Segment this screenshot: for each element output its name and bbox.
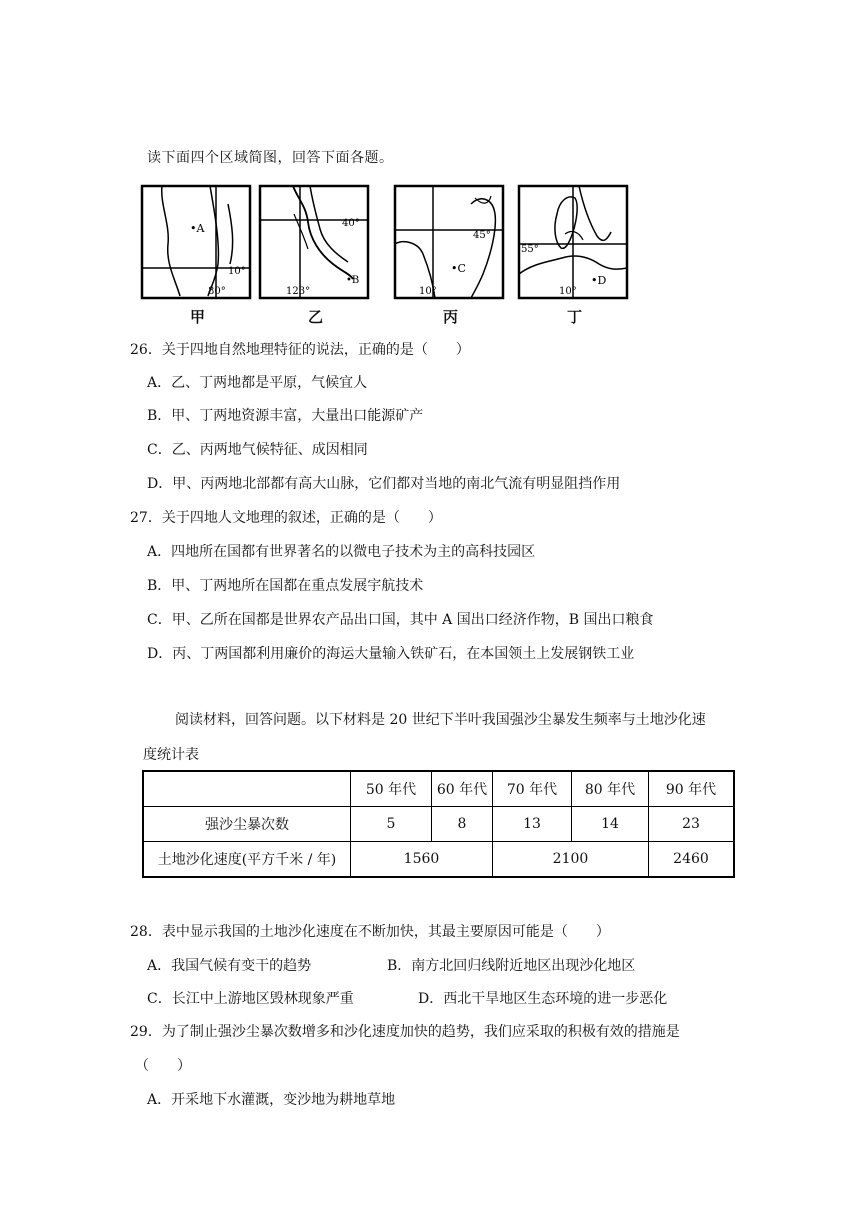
q26-option-c: C．乙、丙两地气候特征、成因相同 xyxy=(147,442,368,458)
q26-option-a: A．乙、丁两地都是平原，气候宜人 xyxy=(147,375,368,391)
table-header-row xyxy=(143,771,734,807)
table-cell: 14 xyxy=(572,807,649,842)
table-cell: 5 xyxy=(351,807,432,842)
q27-stem: 27．关于四地人文地理的叙述，正确的是（ ） xyxy=(130,510,442,526)
table-header-cell: 80 年代 xyxy=(572,771,649,807)
map-bing xyxy=(393,184,508,304)
region-maps xyxy=(140,184,640,324)
map-jia-caption: 甲 xyxy=(189,308,205,326)
table-row-label: 土地沙化速度(平方千米 / 年) xyxy=(143,842,351,878)
table-cell: 1560 xyxy=(351,842,493,878)
q28-option-c: C．长江中上游地区毁林现象严重 xyxy=(147,991,354,1007)
map-jia xyxy=(140,184,255,304)
map-jia-label-a: •A xyxy=(190,222,205,235)
map-bing-label-c: •C xyxy=(451,262,466,275)
material-line2: 度统计表 xyxy=(143,747,199,763)
q27-option-a: A．四地所在国都有世界著名的以微电子技术为主的高科技园区 xyxy=(147,544,536,560)
map-yi xyxy=(258,184,373,304)
map-bing-label-45: 45° xyxy=(473,230,491,241)
map-ding-caption: 丁 xyxy=(566,308,582,326)
map-yi-label-b: •B xyxy=(346,275,360,286)
table-row xyxy=(143,842,734,878)
q28-option-a: A．我国气候有变干的趋势 xyxy=(147,958,312,974)
map-yi-label-40: 40° xyxy=(342,218,360,229)
table-header-cell: 60 年代 xyxy=(432,771,493,807)
q26-option-b: B．甲、丁两地资源丰富，大量出口能源矿产 xyxy=(147,408,424,424)
q29-stem: 29．为了制止强沙尘暴次数增多和沙化速度加快的趋势，我们应采取的积极有效的措施是 xyxy=(130,1024,680,1040)
map-ding-label-10: 10° xyxy=(559,286,577,297)
table-header-cell: 90 年代 xyxy=(649,771,735,807)
table-corner-cell xyxy=(143,771,351,807)
map-bing-caption: 丙 xyxy=(442,308,458,326)
map-jia-label-10: 10° xyxy=(228,266,246,277)
table-cell: 2460 xyxy=(649,842,735,878)
map-ding xyxy=(517,184,632,304)
sandstorm-table xyxy=(142,770,735,878)
map-bing-label-10: 10° xyxy=(419,286,437,297)
map-yi-label-123: 123° xyxy=(286,286,311,297)
q27-option-d: D．丙、丁两国都利用廉价的海运大量输入铁矿石，在本国领土上发展钢铁工业 xyxy=(147,646,635,662)
table-header-cell: 70 年代 xyxy=(493,771,572,807)
map-ding-label-d: •D xyxy=(591,274,607,287)
q28-stem: 28．表中显示我国的土地沙化速度在不断加快，其最主要原因可能是（ ） xyxy=(130,924,610,940)
q29-stem-cont: （ ） xyxy=(135,1058,191,1074)
q27-option-c: C．甲、乙所在国都是世界农产品出口国，其中 A 国出口经济作物，B 国出口粮食 xyxy=(147,612,654,628)
intro-text: 读下面四个区域简图，回答下面各题。 xyxy=(147,150,394,166)
table-header-cell: 50 年代 xyxy=(351,771,432,807)
map-yi-caption: 乙 xyxy=(307,308,323,326)
q26-option-d: D．甲、丙两地北部都有高大山脉，它们都对当地的南北气流有明显阻挡作用 xyxy=(147,476,621,492)
map-ding-label-55: 55° xyxy=(521,244,539,255)
q28-option-b: B．南方北回归线附近地区出现沙化地区 xyxy=(387,958,636,974)
table-cell: 2100 xyxy=(493,842,649,878)
q28-option-d: D．西北干旱地区生态环境的进一步恶化 xyxy=(418,991,668,1007)
table-cell: 13 xyxy=(493,807,572,842)
map-jia-label-80: 80° xyxy=(208,286,226,297)
table-cell: 8 xyxy=(432,807,493,842)
q26-stem: 26．关于四地自然地理特征的说法，正确的是（ ） xyxy=(130,342,470,358)
table-cell: 23 xyxy=(649,807,735,842)
q29-option-a: A．开采地下水灌溉，变沙地为耕地草地 xyxy=(147,1092,396,1108)
q27-option-b: B．甲、丁两地所在国都在重点发展宇航技术 xyxy=(147,578,424,594)
table-row-label: 强沙尘暴次数 xyxy=(143,807,351,842)
material-line1: 阅读材料，回答问题。以下材料是 20 世纪下半叶我国强沙尘暴发生频率与土地沙化速 xyxy=(175,712,706,728)
table-row xyxy=(143,807,734,842)
